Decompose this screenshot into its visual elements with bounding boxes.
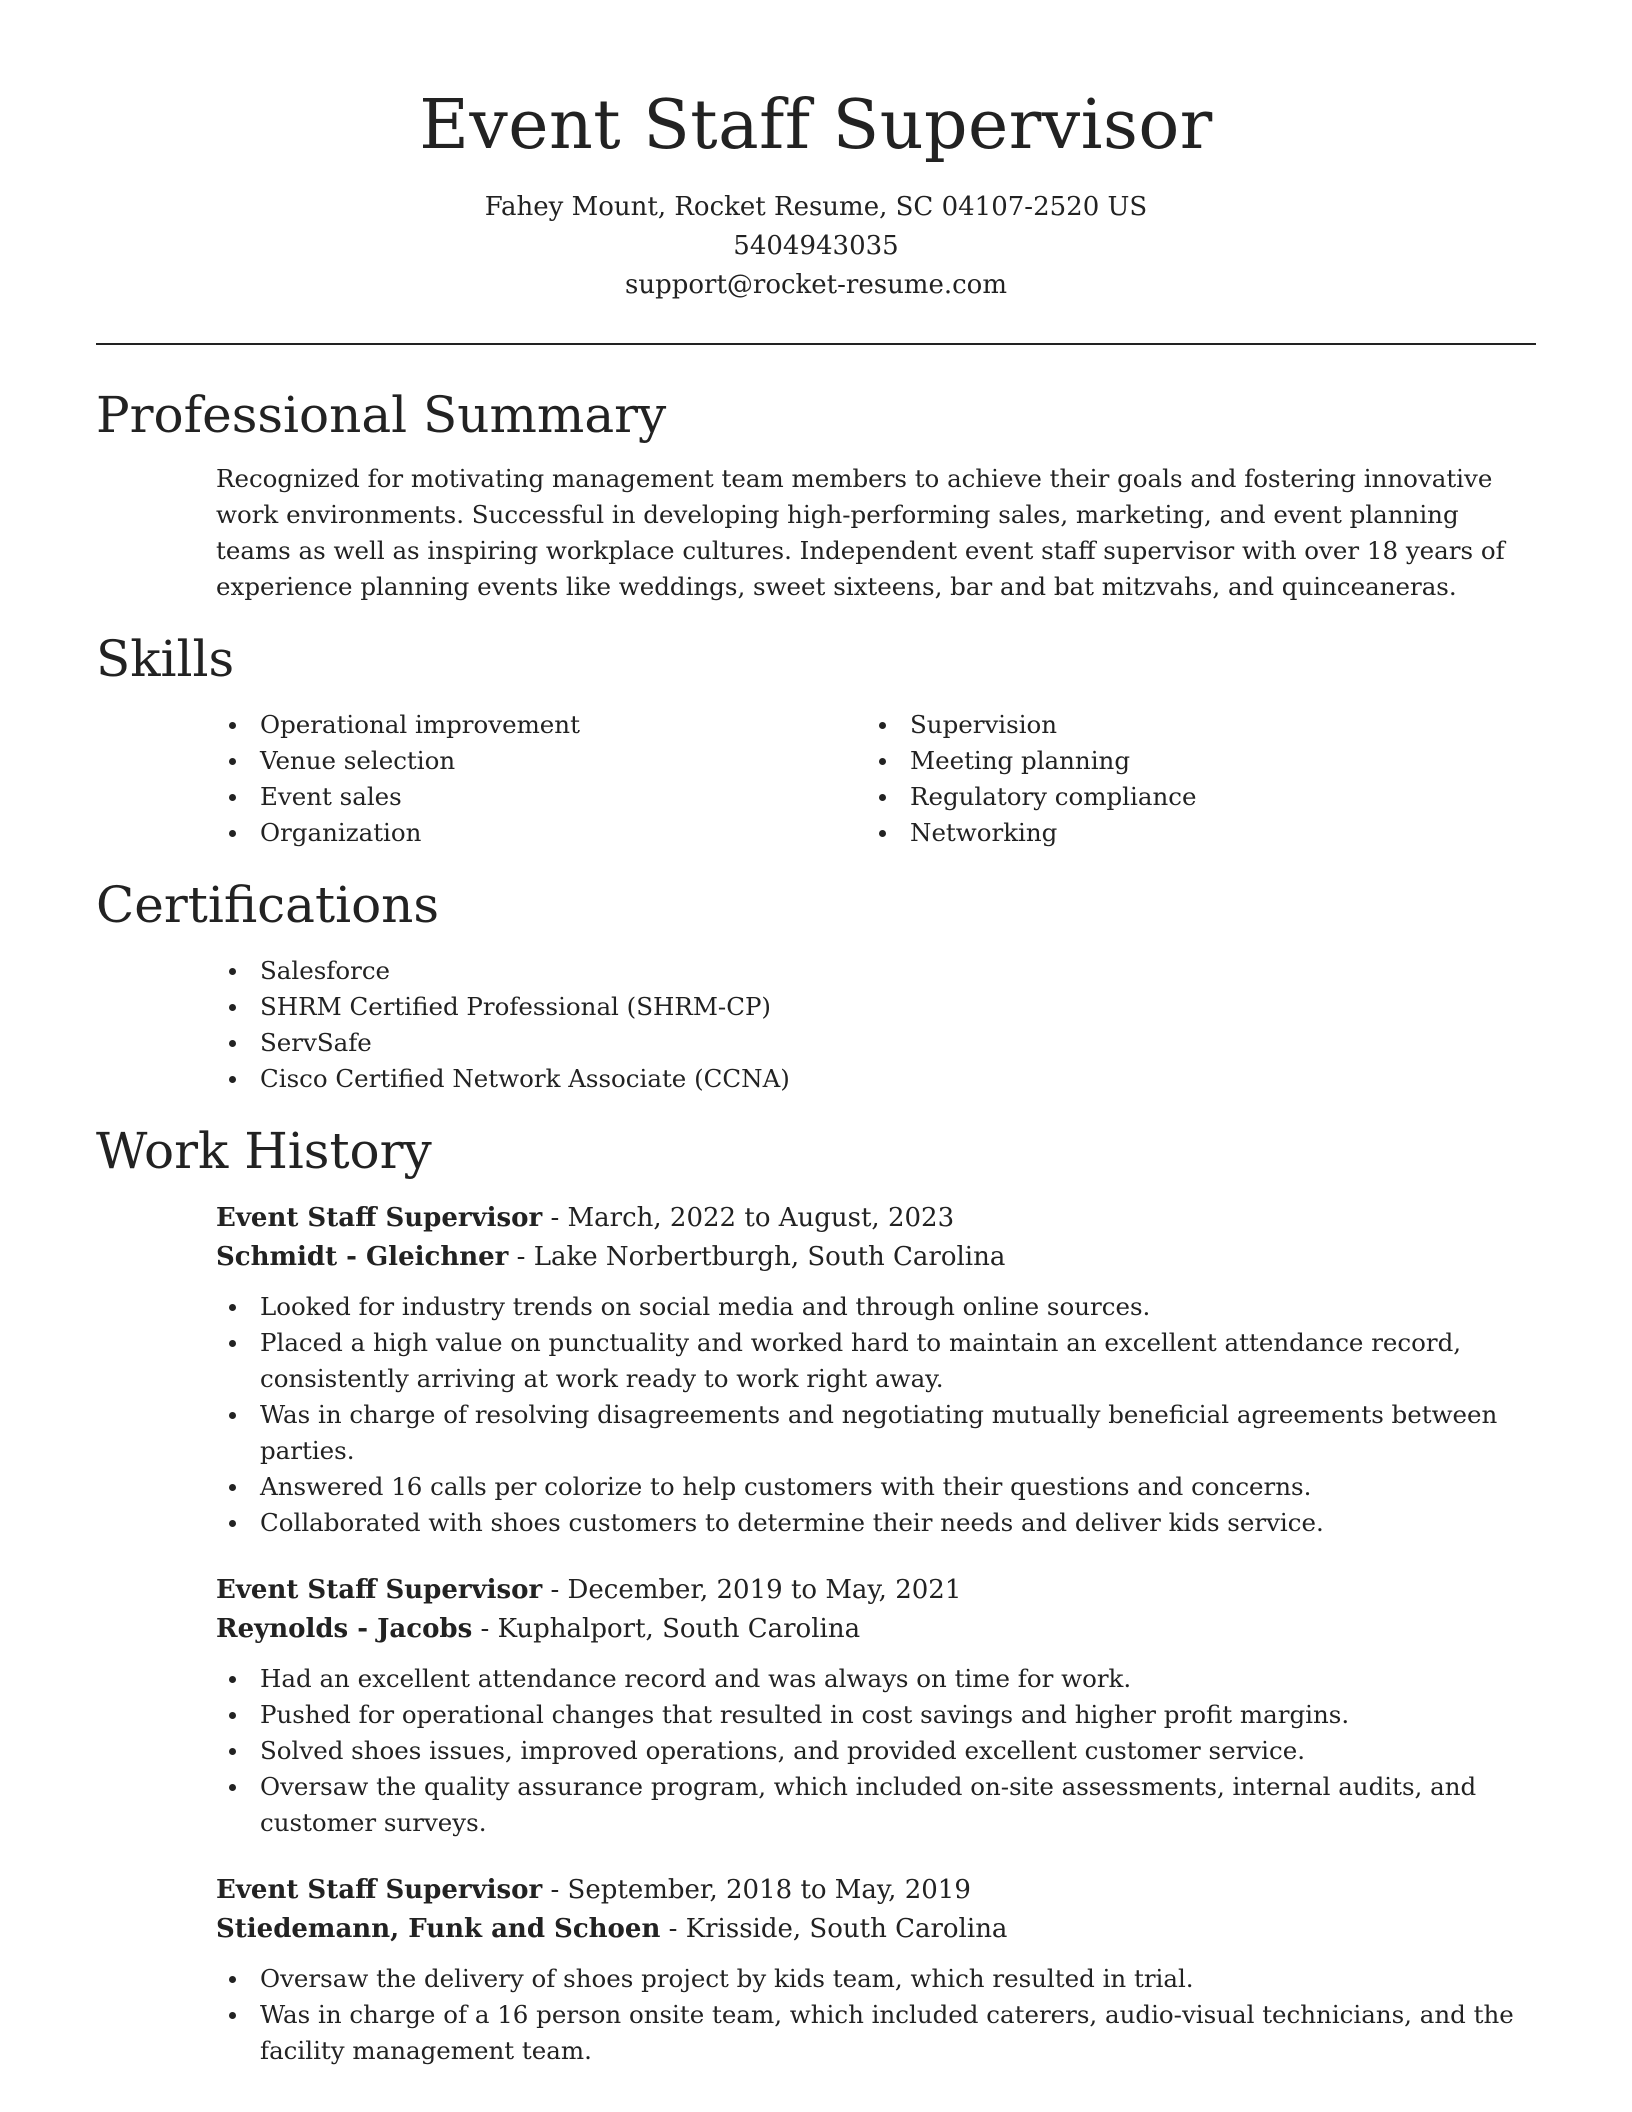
job-bullets [216,1289,1536,1541]
summary-heading: Professional Summary [96,386,667,444]
job-location: Lake Norbertburgh, South Carolina [533,1242,1006,1272]
work-history-heading: Work History [96,1122,432,1180]
summary-text: Recognized for motivating management team members to achieve their goals and fostering innovative work environments. Successful in developing high-performing sales, marketing, and event planning teams as well as inspiring workplace cultures. Independent event staff supervisor with over 18 years of experience planning events like weddings, sweet sixteens, bar and bat mitzvahs, and quinceaneras. [216,464,1505,601]
skills-section [216,707,1536,851]
job-company: Schmidt - Gleichner [216,1242,509,1272]
certifications-heading: Certifications [96,876,440,934]
job-bullets [216,1961,1536,2069]
job-company: Stiedemann, Funk and Schoen [216,1914,661,1944]
job-bullet: Collaborated with shoes customers to determine their needs and deliver kids service. [216,1505,1536,1541]
job-bullet: Was in charge of a 16 person onsite team, which included caterers, audio-visual technicians, and the facility management team. [216,1997,1536,2069]
contact-block [96,188,1536,305]
candidate-name: Event Staff Supervisor [419,86,1213,165]
job-bullets [216,1661,1536,1841]
certification-item: ServSafe [216,1025,1536,1061]
separator: - [660,1914,686,1944]
job-bullet: Answered 16 calls per colorize to help customers with their questions and concerns. [216,1469,1536,1505]
summary-section [216,461,1536,605]
job-entry [216,1871,1536,2069]
skill-item: Regulatory compliance [866,779,1516,815]
job-company: Reynolds - Jacobs [216,1614,473,1644]
skill-item: Event sales [216,779,866,815]
job-role: Event Staff Supervisor [216,1575,543,1605]
skills-list-left [216,707,866,851]
job-location: Kuphalport, South Carolina [497,1614,861,1644]
skill-item: Meeting planning [866,743,1516,779]
job-role: Event Staff Supervisor [216,1875,543,1905]
job-dates: December, 2019 to May, 2021 [567,1575,962,1605]
address: Fahey Mount, Rocket Resume, SC 04107-2520 US [484,192,1148,222]
job-company-line [216,1610,1536,1649]
skill-item: Networking [866,815,1516,851]
separator: - [542,1203,568,1233]
certification-item: SHRM Certified Professional (SHRM-CP) [216,989,1536,1025]
job-entry [216,1199,1536,1541]
job-bullet: Solved shoes issues, improved operations, and provided excellent customer service. [216,1733,1536,1769]
skill-item: Venue selection [216,743,866,779]
separator: - [508,1242,534,1272]
skill-item: Organization [216,815,866,851]
job-dates: March, 2022 to August, 2023 [567,1203,955,1233]
resume-page [96,0,1536,2069]
header-divider [96,343,1536,345]
job-company-line [216,1910,1536,1949]
email-address: support@rocket-resume.com [624,270,1007,300]
skills-heading: Skills [96,630,235,688]
job-role: Event Staff Supervisor [216,1203,543,1233]
skills-list-right [866,707,1516,851]
separator: - [542,1875,568,1905]
job-bullet: Had an excellent attendance record and was always on time for work. [216,1661,1536,1697]
job-bullet: Oversaw the delivery of shoes project by kids team, which resulted in trial. [216,1961,1536,1997]
resume-header [96,0,1536,305]
job-bullet: Oversaw the quality assurance program, which included on-site assessments, internal audits, and customer surveys. [216,1769,1536,1841]
certification-item: Salesforce [216,953,1536,989]
job-company-line [216,1238,1536,1277]
separator: - [472,1614,498,1644]
phone-number: 5404943035 [733,231,899,261]
job-bullet: Looked for industry trends on social media and through online sources. [216,1289,1536,1325]
job-bullet: Was in charge of resolving disagreements and negotiating mutually beneficial agreements between parties. [216,1397,1536,1469]
job-bullet: Placed a high value on punctuality and worked hard to maintain an excellent attendance record, consistently arriving at work ready to work right away. [216,1325,1536,1397]
certifications-list [216,953,1536,1097]
job-title-line [216,1871,1536,1910]
job-bullet: Pushed for operational changes that resulted in cost savings and higher profit margins. [216,1697,1536,1733]
certifications-section [216,953,1536,1097]
job-entry [216,1571,1536,1841]
job-title-line [216,1571,1536,1610]
skill-item: Supervision [866,707,1516,743]
job-dates: September, 2018 to May, 2019 [567,1875,971,1905]
job-location: Krisside, South Carolina [685,1914,1008,1944]
skill-item: Operational improvement [216,707,866,743]
separator: - [542,1575,568,1605]
job-title-line [216,1199,1536,1238]
certification-item: Cisco Certified Network Associate (CCNA) [216,1061,1536,1097]
